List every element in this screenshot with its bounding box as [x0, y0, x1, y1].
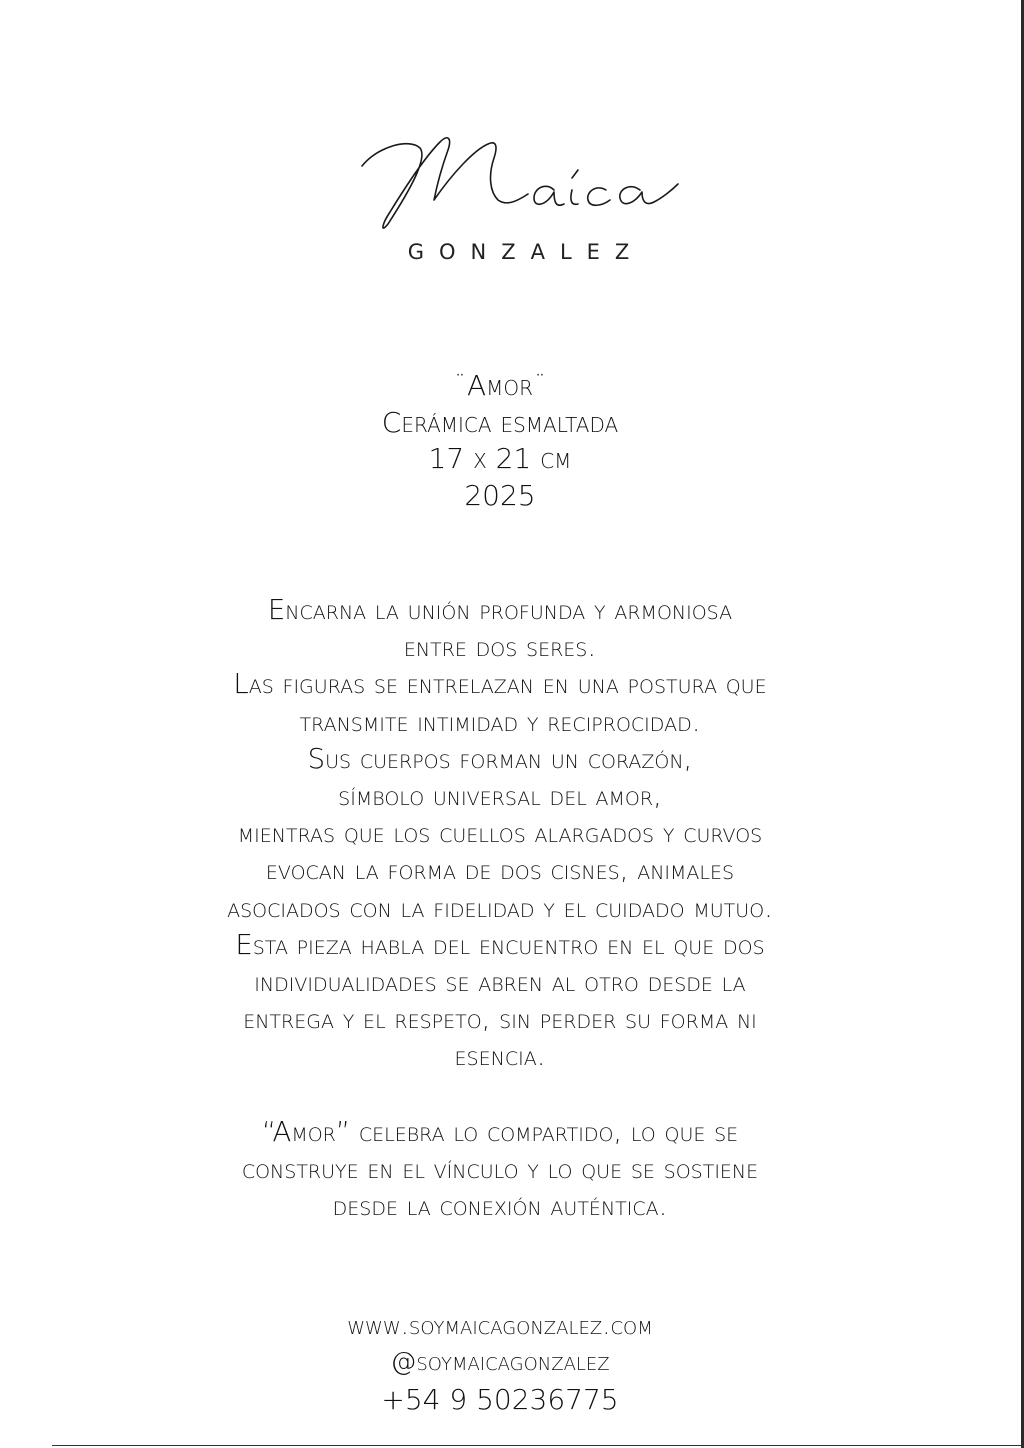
- contact-info: [0, 1308, 1000, 1418]
- description-line: entre dos seres.: [403, 631, 597, 664]
- description-line: Las figuras se entrelazan en una postura que: [233, 668, 767, 701]
- description-line: Encarna la unión profunda y armoniosa: [267, 594, 733, 626]
- quote-line: “Amor” celebra lo compartido, lo que se: [261, 1116, 739, 1148]
- brand-surname: GONZALEZ: [407, 240, 645, 264]
- brand-logo: [340, 120, 700, 280]
- description-line: esencia.: [454, 1040, 546, 1073]
- description-line: Esta pieza habla del encuentro en el que dos: [235, 928, 765, 961]
- artwork-dimensions: 17 x 21 cm: [428, 442, 572, 475]
- description-line: evocan la forma de dos cisnes, animales: [265, 854, 735, 887]
- closing-quote: [0, 1114, 1000, 1225]
- description-line: individualidades se abren al otro desde la: [254, 966, 746, 999]
- phone-number[interactable]: +54 9 50236775: [381, 1383, 619, 1416]
- description-line: asociados con la fidelidad y el cuidado mutuo.: [227, 891, 773, 924]
- description-line: símbolo universal del amor,: [338, 780, 662, 813]
- quote-line: construye en el vínculo y lo que se sostiene: [241, 1153, 759, 1185]
- description-line: entrega y el respeto, sin perder su forma ni: [243, 1003, 757, 1036]
- description-line: mientras que los cuellos alargados y curvos: [237, 817, 763, 850]
- quote-line: desde la conexión auténtica.: [332, 1190, 668, 1222]
- artwork-description: [0, 592, 1000, 1076]
- website-link[interactable]: www.soymaicagonzalez.com: [347, 1311, 653, 1341]
- artwork-medium: Cerámica esmaltada: [381, 405, 619, 439]
- description-line: transmite intimidad y reciprocidad.: [299, 705, 701, 738]
- page-bottom-rule: [52, 1445, 1024, 1446]
- signature-logo-graphic: [340, 120, 700, 230]
- artwork-details: [0, 368, 1000, 514]
- artwork-title: ¨Amor¨: [452, 369, 548, 402]
- artwork-year: 2025: [464, 478, 536, 512]
- instagram-handle[interactable]: @soymaicagonzalez: [390, 1347, 610, 1377]
- description-line: Sus cuerpos forman un corazón,: [307, 742, 693, 775]
